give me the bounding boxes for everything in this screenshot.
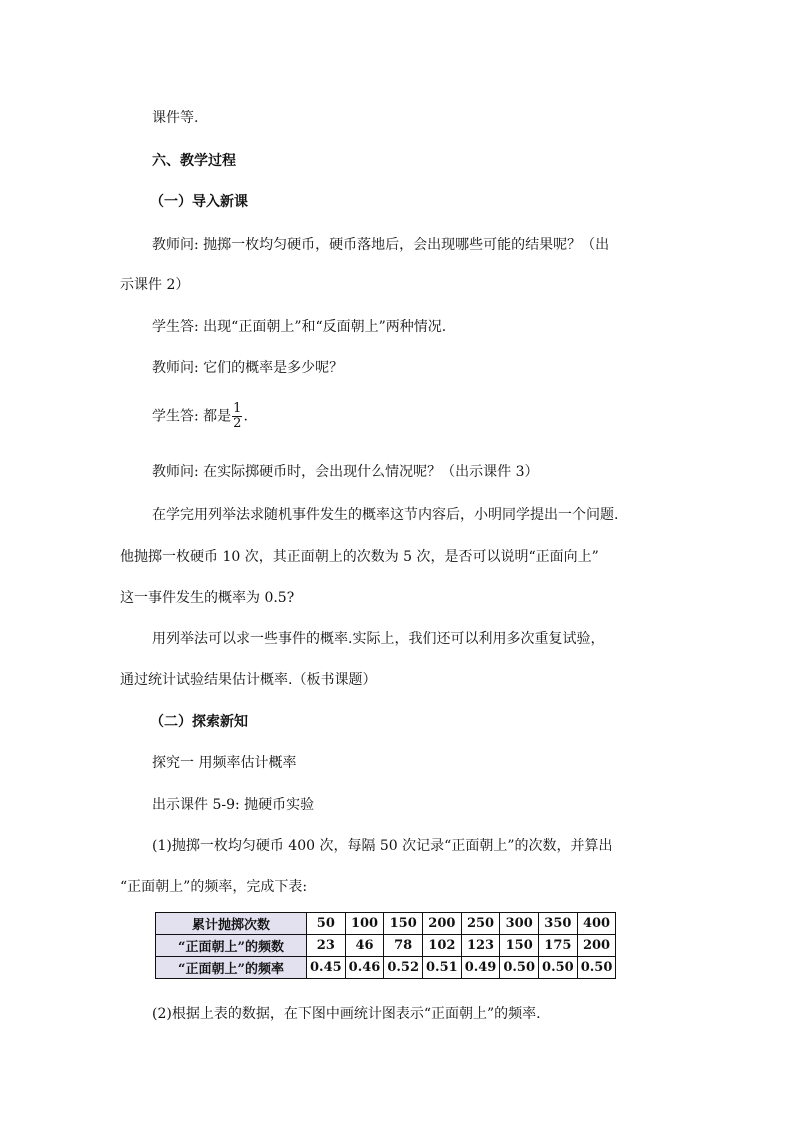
paragraph: 教师问: 在实际掷硬币时，会出现什么情况呢？（出示课件 3） bbox=[152, 464, 539, 480]
paragraph: 教师问: 抛掷一枚均匀硬币，硬币落地后，会出现哪些可能的结果呢？（出 bbox=[152, 237, 610, 253]
table-cell: 123 bbox=[461, 935, 500, 957]
paragraph: 示课件 2） bbox=[120, 277, 190, 293]
table-cell: 400 bbox=[577, 913, 616, 935]
fraction bbox=[232, 402, 242, 431]
paragraph: 他抛掷一枚硬币 10 次，其正面朝上的次数为 5 次，是否可以说明“正面向上” bbox=[120, 549, 599, 565]
paragraph: 学生答: 出现“正面朝上”和“反面朝上”两种情况. bbox=[152, 319, 447, 335]
table-cell: 350 bbox=[539, 913, 578, 935]
table-cell: 0.46 bbox=[345, 957, 384, 979]
paragraph: 出示课件 5-9: 抛硬币实验 bbox=[152, 797, 315, 813]
paragraph: (2)根据上表的数据，在下图中画统计图表示“正面朝上”的频率. bbox=[152, 1006, 541, 1022]
table-cell: 200 bbox=[577, 935, 616, 957]
table-row bbox=[156, 935, 616, 957]
paragraph: 用列举法可以求一些事件的概率.实际上，我们还可以利用多次重复试验， bbox=[152, 631, 605, 647]
paragraph: 教师问: 它们的概率是多少呢？ bbox=[152, 360, 344, 376]
row-header: “正面朝上”的频数 bbox=[156, 935, 307, 957]
table-cell: 175 bbox=[539, 935, 578, 957]
frequency-table bbox=[155, 912, 616, 979]
table-cell: 50 bbox=[307, 913, 346, 935]
table-cell: 0.49 bbox=[461, 957, 500, 979]
table-row bbox=[156, 957, 616, 979]
subsection-heading: （二）探索新知 bbox=[150, 714, 248, 730]
table-cell: 100 bbox=[345, 913, 384, 935]
fraction-numerator: 1 bbox=[233, 401, 242, 416]
table-cell: 200 bbox=[423, 913, 462, 935]
table-cell: 0.45 bbox=[307, 957, 346, 979]
table-cell: 0.52 bbox=[384, 957, 423, 979]
paragraph: 在学完用列举法求随机事件发生的概率这节内容后，小明同学提出一个问题. bbox=[152, 507, 619, 523]
table-cell: 0.50 bbox=[539, 957, 578, 979]
fraction-denominator: 2 bbox=[233, 416, 242, 431]
row-header: 累计抛掷次数 bbox=[156, 913, 307, 935]
row-header: “正面朝上”的频率 bbox=[156, 957, 307, 979]
paragraph: (1)抛掷一枚均匀硬币 400 次，每隔 50 次记录“正面朝上”的次数，并算出 bbox=[152, 838, 613, 854]
paragraph: “正面朝上”的频率，完成下表: bbox=[120, 879, 308, 895]
text: 学生答: 都是 bbox=[152, 408, 232, 425]
table-cell: 46 bbox=[345, 935, 384, 957]
paragraph: 课件等. bbox=[152, 110, 199, 126]
table-cell: 300 bbox=[500, 913, 539, 935]
table-row bbox=[156, 913, 616, 935]
table-cell: 250 bbox=[461, 913, 500, 935]
subsection-heading: （一）导入新课 bbox=[150, 194, 248, 210]
paragraph: 探究一 用频率估计概率 bbox=[152, 755, 297, 771]
table-cell: 23 bbox=[307, 935, 346, 957]
paragraph: 这一事件发生的概率为 0.5? bbox=[120, 590, 295, 606]
table-cell: 150 bbox=[500, 935, 539, 957]
table-cell: 0.51 bbox=[423, 957, 462, 979]
table-cell: 0.50 bbox=[577, 957, 616, 979]
text: . bbox=[243, 408, 248, 425]
table-cell: 102 bbox=[423, 935, 462, 957]
section-heading: 六、教学过程 bbox=[152, 153, 236, 169]
paragraph-with-fraction bbox=[152, 402, 248, 431]
table-cell: 0.50 bbox=[500, 957, 539, 979]
table-cell: 78 bbox=[384, 935, 423, 957]
paragraph: 通过统计试验结果估计概率.（板书课题） bbox=[120, 672, 377, 688]
table-cell: 150 bbox=[384, 913, 423, 935]
